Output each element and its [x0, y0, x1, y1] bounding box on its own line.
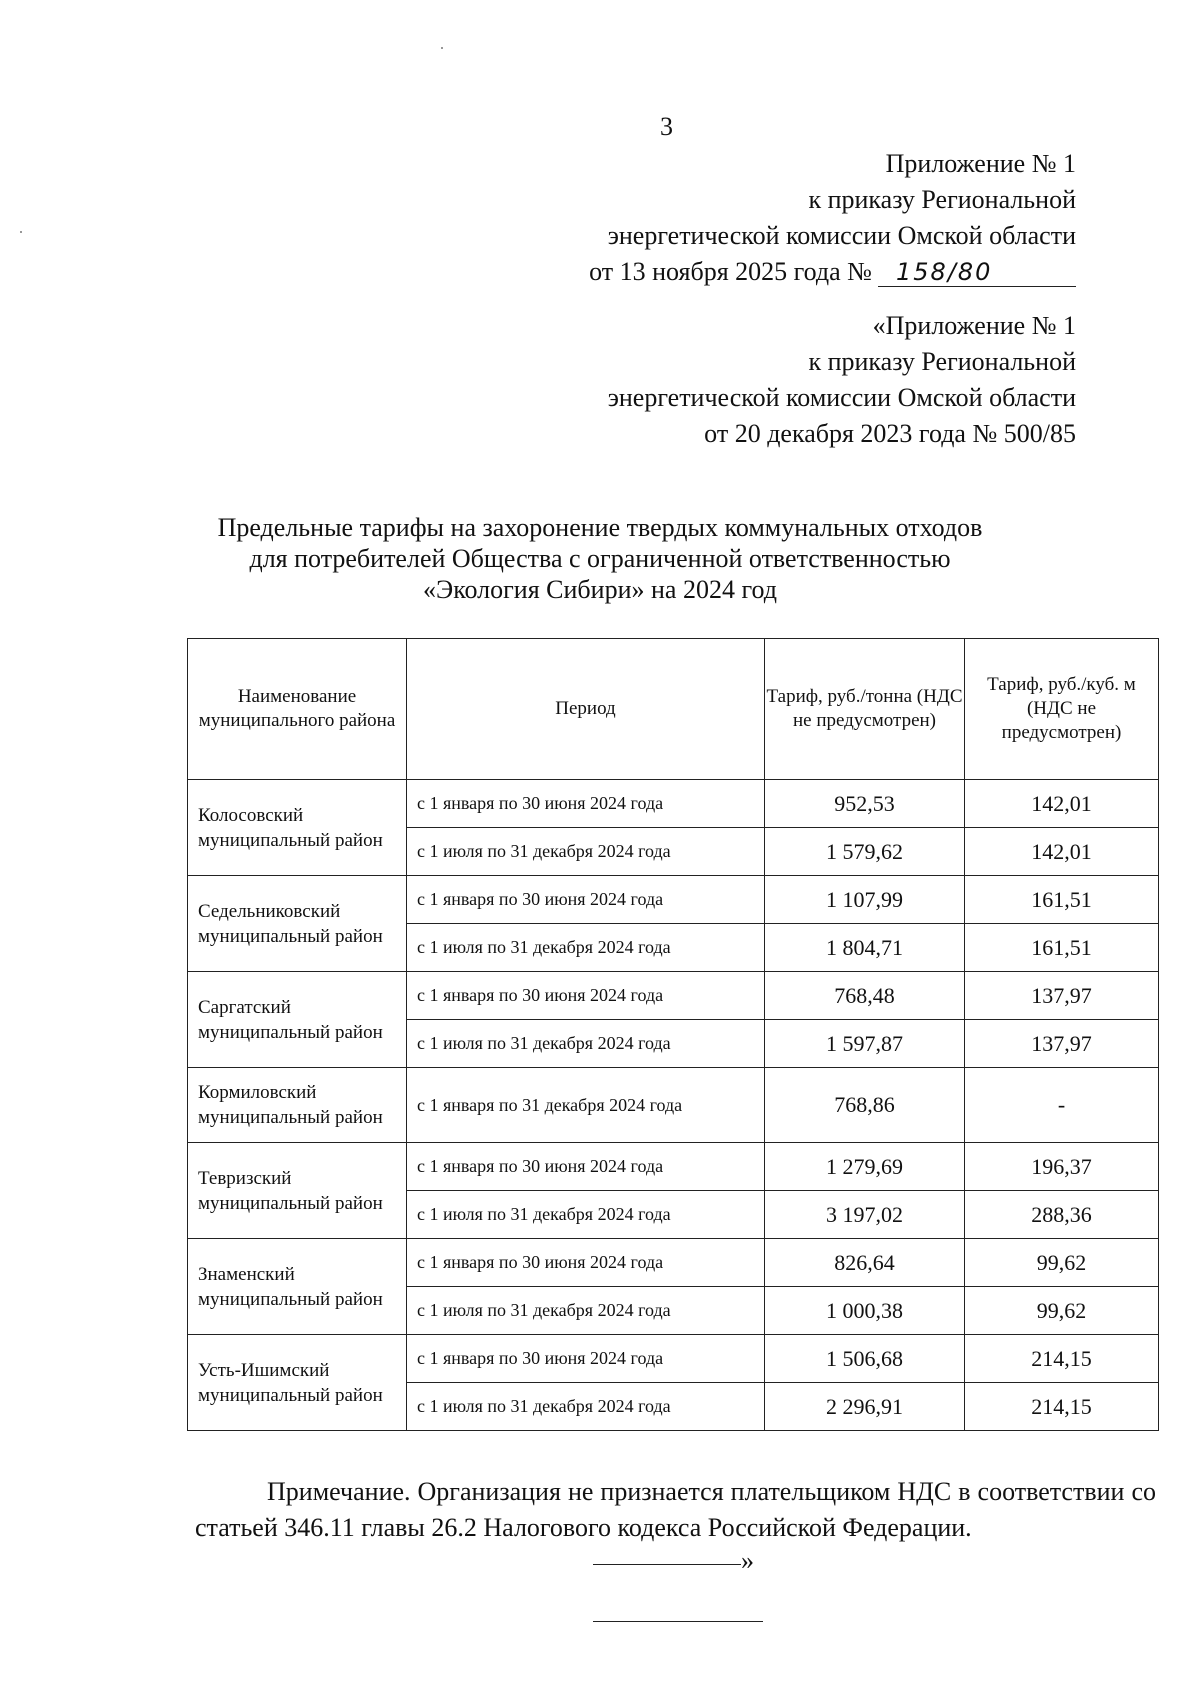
document-title	[150, 512, 1050, 605]
period-cell: с 1 января по 30 июня 2024 года	[407, 972, 765, 1020]
tariff-ton-cell: 1 107,99	[765, 876, 965, 924]
tariff-ton-cell: 2 296,91	[765, 1383, 965, 1431]
table-header-row	[188, 639, 1159, 780]
period-cell: с 1 января по 30 июня 2024 года	[407, 1239, 765, 1287]
handwritten-order-number: 158/80	[878, 258, 1076, 287]
tariff-m3-cell: 142,01	[965, 780, 1159, 828]
tariff-m3-cell: -	[965, 1068, 1159, 1143]
tariff-m3-cell: 288,36	[965, 1191, 1159, 1239]
appendix-new-line2: к приказу Региональной	[808, 185, 1076, 214]
tariff-ton-cell: 1 000,38	[765, 1287, 965, 1335]
period-cell: с 1 июля по 31 декабря 2024 года	[407, 1287, 765, 1335]
period-cell: с 1 января по 30 июня 2024 года	[407, 1335, 765, 1383]
tariff-ton-cell: 1 804,71	[765, 924, 965, 972]
title-line1: Предельные тарифы на захоронение твердых коммунальных отходов	[217, 513, 983, 542]
tariff-ton-cell: 1 279,69	[765, 1143, 965, 1191]
appendix-new-line4	[589, 254, 1076, 290]
header-tariff-m3: Тариф, руб./куб. м (НДС не предусмотрен)	[965, 639, 1159, 780]
tariff-m3-cell: 161,51	[965, 876, 1159, 924]
district-cell: Колосовский муниципальный район	[188, 780, 407, 876]
appendix-new-line3: энергетической комиссии Омской области	[607, 221, 1076, 250]
tariff-ton-cell: 768,48	[765, 972, 965, 1020]
closing-quote: »	[741, 1546, 754, 1575]
tariff-m3-cell: 137,97	[965, 1020, 1159, 1068]
district-cell: Тевризский муниципальный район	[188, 1143, 407, 1239]
table-row	[188, 1068, 1159, 1143]
tariff-ton-cell: 768,86	[765, 1068, 965, 1143]
table-row	[188, 876, 1159, 924]
bottom-rule	[593, 1621, 763, 1622]
header-period: Период	[407, 639, 765, 780]
table-row	[188, 780, 1159, 828]
appendix-header-old	[608, 308, 1076, 452]
page-number: 3	[660, 112, 673, 141]
scan-speck	[441, 47, 443, 49]
table-row	[188, 1335, 1159, 1383]
period-cell: с 1 января по 30 июня 2024 года	[407, 876, 765, 924]
district-cell: Седельниковский муниципальный район	[188, 876, 407, 972]
district-cell: Кормиловский муниципальный район	[188, 1068, 407, 1143]
period-cell: с 1 июля по 31 декабря 2024 года	[407, 1383, 765, 1431]
tariff-m3-cell: 99,62	[965, 1239, 1159, 1287]
header-district: Наименование муниципального района	[188, 639, 407, 780]
appendix-old-line2: к приказу Региональной	[808, 347, 1076, 376]
appendix-new-date: от 13 ноября 2025 года №	[589, 257, 872, 286]
appendix-new-line1: Приложение № 1	[885, 149, 1076, 178]
tariff-ton-cell: 1 579,62	[765, 828, 965, 876]
table-row	[188, 1239, 1159, 1287]
tariff-ton-cell: 3 197,02	[765, 1191, 965, 1239]
tariff-m3-cell: 196,37	[965, 1143, 1159, 1191]
period-cell: с 1 января по 30 июня 2024 года	[407, 780, 765, 828]
tariff-m3-cell: 214,15	[965, 1335, 1159, 1383]
district-cell: Саргатский муниципальный район	[188, 972, 407, 1068]
tariff-ton-cell: 826,64	[765, 1239, 965, 1287]
header-tariff-ton: Тариф, руб./тонна (НДС не предусмотрен)	[765, 639, 965, 780]
period-cell: с 1 июля по 31 декабря 2024 года	[407, 828, 765, 876]
period-cell: с 1 января по 31 декабря 2024 года	[407, 1068, 765, 1143]
district-cell: Усть-Ишимский муниципальный район	[188, 1335, 407, 1431]
closing-dash	[593, 1564, 741, 1565]
period-cell: с 1 января по 30 июня 2024 года	[407, 1143, 765, 1191]
tariff-m3-cell: 214,15	[965, 1383, 1159, 1431]
tariff-table	[187, 638, 1159, 1431]
appendix-old-line4: от 20 декабря 2023 года № 500/85	[704, 419, 1076, 448]
tariff-m3-cell: 161,51	[965, 924, 1159, 972]
appendix-header-new	[589, 146, 1076, 290]
table-row	[188, 1143, 1159, 1191]
table-row	[188, 972, 1159, 1020]
appendix-old-line1: «Приложение № 1	[872, 311, 1076, 340]
period-cell: с 1 июля по 31 декабря 2024 года	[407, 1191, 765, 1239]
tariff-ton-cell: 1 597,87	[765, 1020, 965, 1068]
tariff-m3-cell: 99,62	[965, 1287, 1159, 1335]
note-paragraph: Примечание. Организация не признается плательщиком НДС в соответствии со статьей 346.11 главы 26.2 Налогового кодекса Российской Федерации.	[195, 1477, 1156, 1542]
tariff-m3-cell: 142,01	[965, 828, 1159, 876]
tariff-ton-cell: 1 506,68	[765, 1335, 965, 1383]
period-cell: с 1 июля по 31 декабря 2024 года	[407, 1020, 765, 1068]
title-line2: для потребителей Общества с ограниченной ответственностью	[249, 544, 951, 573]
tariff-ton-cell: 952,53	[765, 780, 965, 828]
period-cell: с 1 июля по 31 декабря 2024 года	[407, 924, 765, 972]
tariff-m3-cell: 137,97	[965, 972, 1159, 1020]
scan-speck	[20, 231, 22, 233]
district-cell: Знаменский муниципальный район	[188, 1239, 407, 1335]
closing-line	[593, 1546, 754, 1576]
appendix-old-line3: энергетической комиссии Омской области	[607, 383, 1076, 412]
title-line3: «Экология Сибири» на 2024 год	[423, 575, 777, 604]
